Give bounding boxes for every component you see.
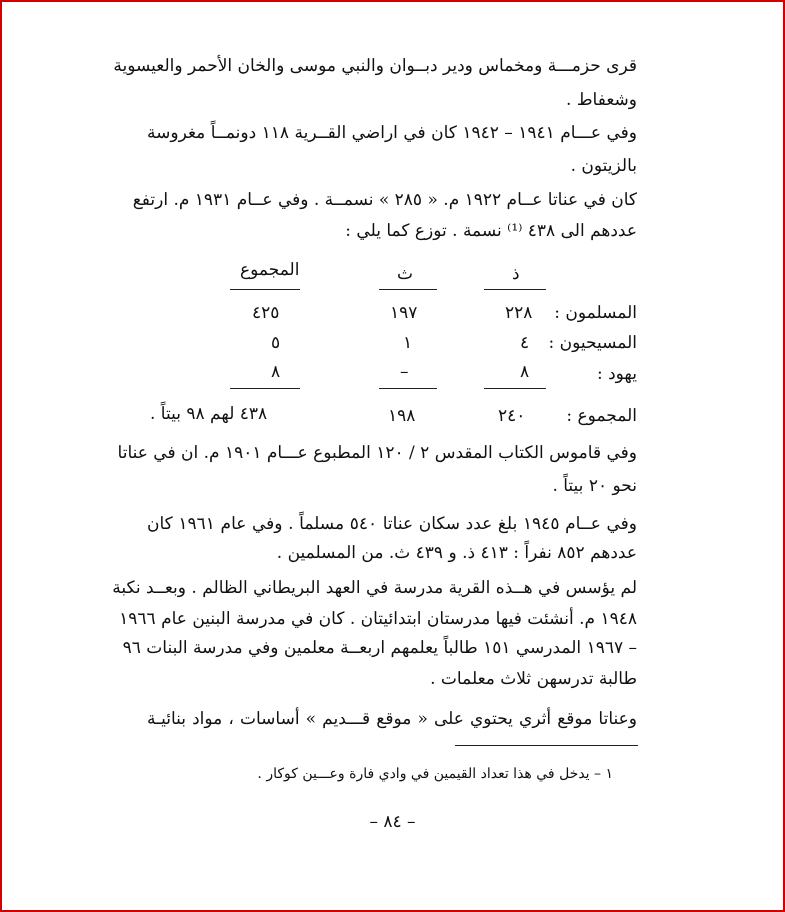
paragraph-4-line-1: وفي قاموس الكتاب المقدس ٢ / ١٢٠ المطبوع عـــام ١٩٠١ م. ان في عناتا [117, 443, 637, 463]
footnote: ١ – يدخل في هذا تعداد القيمين في وادي فارة وعـــين كوكار . [257, 766, 613, 782]
row-female: – [400, 362, 409, 382]
paragraph-5-line-2: عددهم ٨٥٢ نفراً : ٤١٣ ذ. و ٤٣٩ ث. من المسلمين . [276, 543, 637, 563]
page-number: – ٨٤ – [369, 812, 416, 832]
table-header-male: ذ [512, 264, 520, 284]
table-header-female: ث [397, 264, 414, 284]
row-label: المسلمون : [554, 303, 637, 323]
row-total: ٤٢٥ [252, 303, 280, 323]
table-header-total: المجموع [240, 260, 300, 280]
row-male: ٨ [520, 362, 530, 382]
header-underline-total [230, 289, 300, 290]
paragraph-6-line-4: طالبة تدرسهن ثلاث معلمات . [430, 669, 637, 689]
paragraph-6-line-1: لم يؤسس في هــذه القرية مدرسة في العهد البريطاني الظالم . وبعــد نكبة [112, 578, 637, 598]
header-underline-female [379, 289, 437, 290]
sum-male: ٢٤٠ [498, 406, 526, 426]
sum-total: ٤٣٨ لهم ٩٨ بيتاً . [150, 404, 268, 424]
paragraph-6-line-2: ١٩٤٨ م. أنشئت فيها مدرستان ابتدائيتان . كان في مدرسة البنين عام ١٩٦٦ [119, 609, 637, 629]
paragraph-6-line-3: – ١٩٦٧ المدرسي ١٥١ طالباً يعلمهم اربعــة معلمين وفي مدرسة البنات ٩٦ [122, 638, 637, 658]
paragraph-5-line-1: وفي عــام ١٩٤٥ بلغ عدد سكان عناتا ٥٤٠ مسلماً . وفي عام ١٩٦١ كان [147, 514, 638, 534]
paragraph-1-line-2: وشعفاط . [566, 90, 637, 110]
row-male: ٤ [520, 333, 530, 353]
sum-line-total [230, 388, 300, 389]
paragraph-3-line-1: كان في عناتا عــام ١٩٢٢ م. « ٢٨٥ » نسمــة . وفي عــام ١٩٣١ م. ارتفع [132, 190, 637, 210]
sum-label: المجموع : [566, 406, 637, 426]
row-female: ١ [403, 333, 413, 353]
row-male: ٢٢٨ [505, 303, 533, 323]
paragraph-2-line-1: وفي عـــام ١٩٤١ – ١٩٤٢ كان في اراضي القــرية ١١٨ دونمــاً مغروسة [147, 123, 637, 143]
sum-female: ١٩٨ [388, 406, 416, 426]
row-total: ٨ [271, 362, 281, 382]
paragraph-1-line-1: قرى حزمـــة ومخماس ودير دبــوان والنبي موسى والخان الأحمر والعيسوية [113, 56, 637, 76]
row-label: المسيحيون : [548, 333, 637, 353]
sum-line-female [379, 388, 437, 389]
row-total: ٥ [271, 333, 281, 353]
sum-line-male [484, 388, 546, 389]
footnote-separator [455, 745, 638, 746]
paragraph-4-line-2: نحو ٢٠ بيتاً . [552, 476, 637, 496]
row-female: ١٩٧ [390, 303, 418, 323]
paragraph-7-line-1: وعناتا موقع أثري يحتوي على « موقع قـــديم » أساسات ، مواد بنائيـة [147, 709, 637, 729]
paragraph-3-line-2: عددهم الى ٤٣٨ ⁽¹⁾ نسمة . توزع كما يلي : [345, 221, 637, 241]
paragraph-2-line-2: بالزيتون . [570, 156, 637, 176]
row-label: يهود : [596, 364, 637, 384]
header-underline-male [484, 289, 546, 290]
